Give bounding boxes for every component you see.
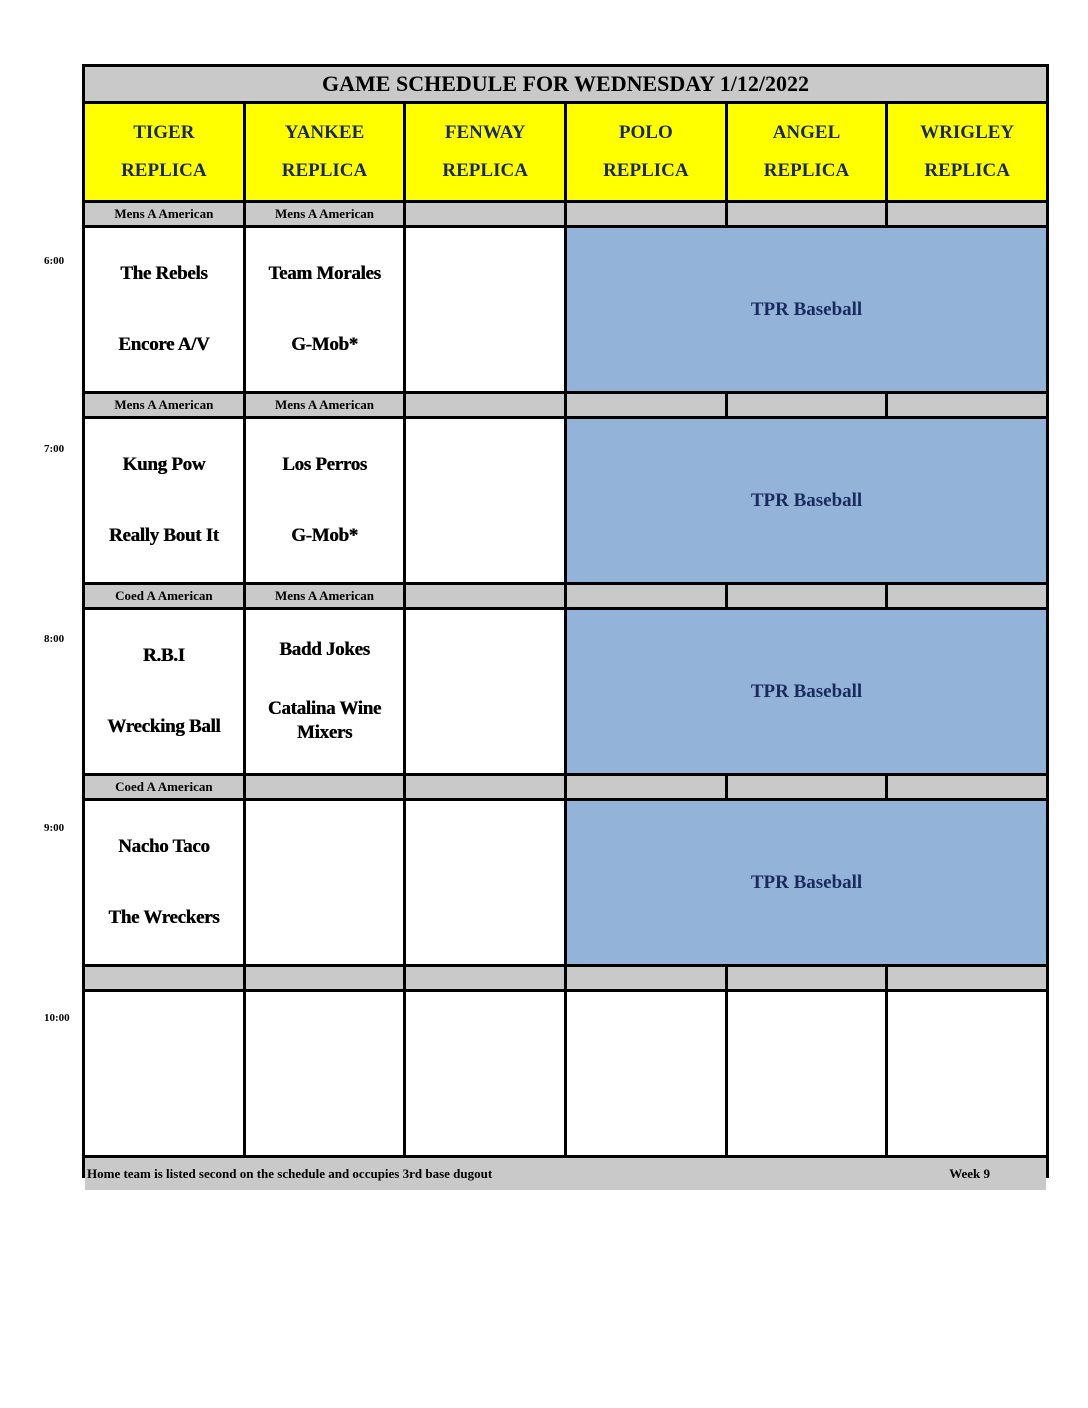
game-cell bbox=[406, 801, 564, 964]
away-team: Badd Jokes bbox=[279, 638, 370, 660]
field-sub: REPLICA bbox=[281, 160, 368, 181]
home-team: Wrecking Ball bbox=[107, 716, 221, 738]
tpr-reserved-block: TPR Baseball bbox=[567, 228, 1046, 391]
field-sub: REPLICA bbox=[121, 160, 207, 181]
game-cell bbox=[85, 992, 243, 1155]
game-cell bbox=[406, 992, 564, 1155]
field-header-tiger bbox=[85, 104, 243, 200]
home-team: Really Bout It bbox=[108, 525, 219, 547]
field-name: POLO bbox=[618, 122, 673, 143]
game-cell bbox=[888, 992, 1046, 1155]
division-label bbox=[406, 776, 564, 798]
division-label: Mens A American bbox=[85, 203, 243, 225]
schedule-title: GAME SCHEDULE FOR WEDNESDAY 1/12/2022 bbox=[85, 67, 1046, 101]
game-cell bbox=[246, 801, 404, 964]
away-team: R.B.I bbox=[142, 644, 185, 666]
field-name: ANGEL bbox=[772, 122, 841, 143]
field-name: YANKEE bbox=[284, 122, 365, 143]
time-label: 10:00 bbox=[44, 1012, 70, 1024]
division-label: Coed A American bbox=[85, 585, 243, 607]
division-label bbox=[728, 394, 886, 416]
field-name: TIGER bbox=[133, 122, 195, 143]
away-team: Team Morales bbox=[268, 262, 381, 284]
away-team: Nacho Taco bbox=[118, 835, 210, 857]
home-team: The Wreckers bbox=[108, 907, 220, 929]
division-label bbox=[728, 776, 886, 798]
division-label bbox=[888, 203, 1046, 225]
home-team: G-Mob* bbox=[291, 334, 358, 356]
field-sub: REPLICA bbox=[924, 160, 1010, 181]
division-label bbox=[246, 967, 404, 989]
game-cell bbox=[406, 419, 564, 582]
time-label: 6:00 bbox=[44, 255, 65, 267]
away-team: Los Perros bbox=[282, 453, 367, 475]
game-cell bbox=[567, 992, 725, 1155]
division-label bbox=[406, 394, 564, 416]
field-header-polo bbox=[567, 104, 725, 200]
division-label: Mens A American bbox=[246, 585, 404, 607]
game-cell bbox=[246, 419, 404, 582]
field-header-wrigley bbox=[888, 104, 1046, 200]
division-label bbox=[567, 203, 725, 225]
week-label: Week 9 bbox=[949, 1166, 990, 1181]
division-label bbox=[567, 394, 725, 416]
field-sub: REPLICA bbox=[763, 160, 850, 181]
game-cell bbox=[246, 228, 404, 391]
game-cell bbox=[85, 419, 243, 582]
game-cell bbox=[85, 801, 243, 964]
division-label bbox=[567, 776, 725, 798]
tpr-reserved-block: TPR Baseball bbox=[567, 610, 1046, 773]
field-name: FENWAY bbox=[444, 122, 526, 143]
division-label bbox=[888, 394, 1046, 416]
game-cell bbox=[246, 610, 404, 773]
field-header-angel bbox=[728, 104, 886, 200]
division-label bbox=[888, 967, 1046, 989]
division-label: Mens A American bbox=[85, 394, 243, 416]
time-label: 7:00 bbox=[44, 443, 65, 455]
game-cell bbox=[85, 228, 243, 391]
division-label bbox=[406, 967, 564, 989]
division-label bbox=[728, 585, 886, 607]
time-label: 8:00 bbox=[44, 633, 65, 645]
division-label: Mens A American bbox=[246, 394, 404, 416]
schedule-footer bbox=[85, 1158, 1046, 1190]
division-label bbox=[567, 585, 725, 607]
footer-note: Home team is listed second on the schedule and occupies 3rd base dugout bbox=[87, 1166, 493, 1181]
home-team: Catalina Wine Mixers bbox=[267, 698, 382, 744]
game-cell bbox=[246, 992, 404, 1155]
field-name: WRIGLEY bbox=[920, 122, 1015, 143]
division-label bbox=[888, 776, 1046, 798]
schedule-table bbox=[82, 64, 1049, 1181]
division-label bbox=[246, 776, 404, 798]
division-label bbox=[567, 967, 725, 989]
field-header-yankee bbox=[246, 104, 404, 200]
game-cell bbox=[406, 228, 564, 391]
field-sub: REPLICA bbox=[603, 160, 689, 181]
home-team: G-Mob* bbox=[291, 525, 358, 547]
division-label: Coed A American bbox=[85, 776, 243, 798]
division-label bbox=[888, 585, 1046, 607]
division-label bbox=[406, 203, 564, 225]
away-team: Kung Pow bbox=[122, 453, 206, 475]
field-header-fenway bbox=[406, 104, 564, 200]
away-team: The Rebels bbox=[120, 262, 208, 284]
division-label bbox=[85, 967, 243, 989]
game-cell bbox=[728, 992, 886, 1155]
field-sub: REPLICA bbox=[442, 160, 528, 181]
division-label: Mens A American bbox=[246, 203, 404, 225]
tpr-reserved-block: TPR Baseball bbox=[567, 419, 1046, 582]
home-team: Encore A/V bbox=[118, 334, 210, 356]
game-cell bbox=[85, 610, 243, 773]
tpr-reserved-block: TPR Baseball bbox=[567, 801, 1046, 964]
division-label bbox=[406, 585, 564, 607]
division-label bbox=[728, 203, 886, 225]
game-cell bbox=[406, 610, 564, 773]
time-label: 9:00 bbox=[44, 822, 65, 834]
division-label bbox=[728, 967, 886, 989]
